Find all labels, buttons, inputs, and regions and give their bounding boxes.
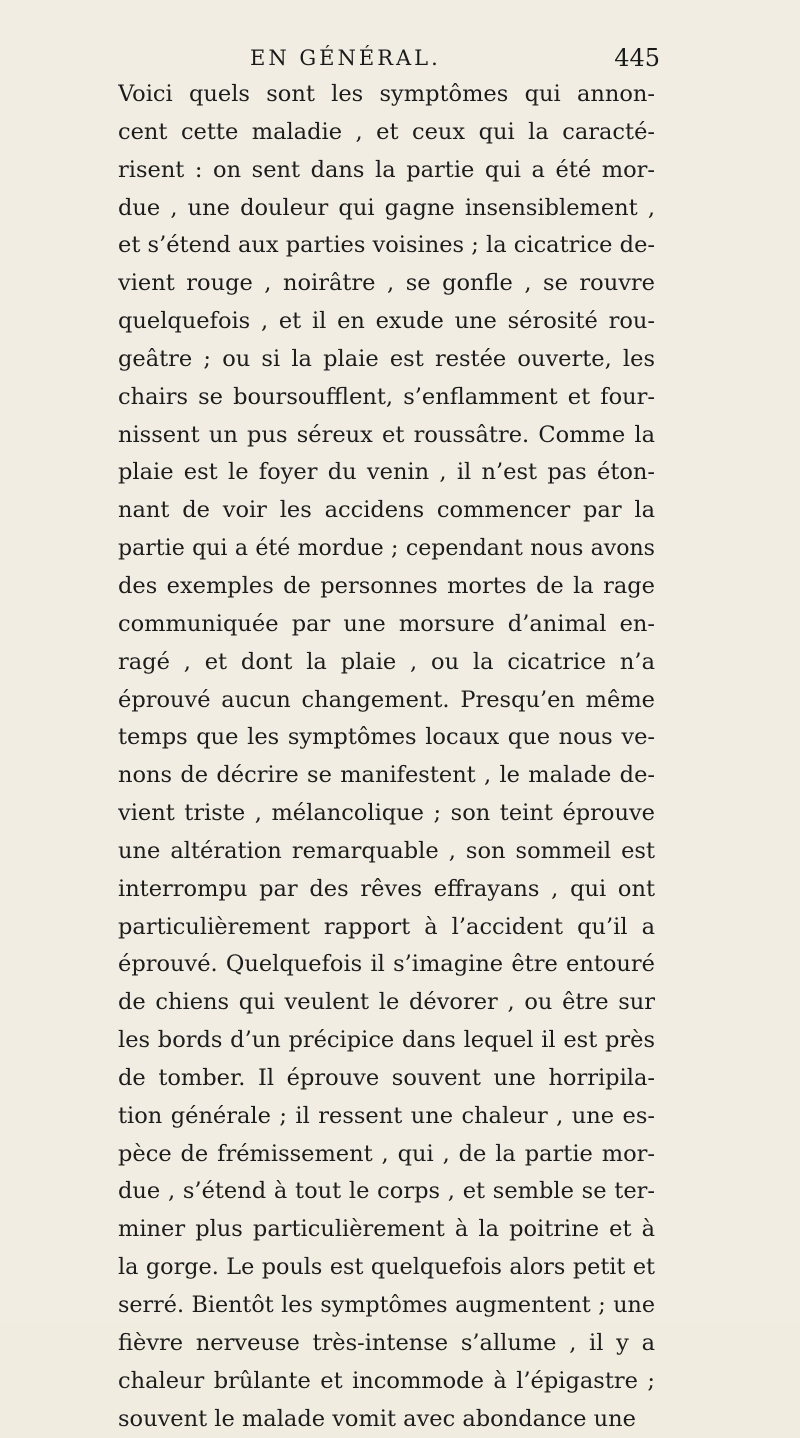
text-line: due , s’étend à tout le corps , et semble se ter- xyxy=(118,1178,655,1205)
text-line: partie qui a été mordue ; cependant nous avons xyxy=(118,536,655,562)
text-line: ragé , et dont la plaie , ou la cicatrice n’a xyxy=(118,648,655,675)
text-line: fièvre nerveuse très-intense s’allume , il y a xyxy=(118,1329,655,1356)
page-number: 445 xyxy=(614,44,660,72)
text-line: souvent le malade vomit avec abondance une xyxy=(118,1405,636,1432)
running-head: EN GÉNÉRAL. xyxy=(250,46,441,70)
text-line: pèce de frémissement , qui , de la partie mor- xyxy=(118,1140,655,1167)
text-line: vient triste , mélancolique ; son teint éprouve xyxy=(118,800,655,827)
text-line: plaie est le foyer du venin , il n’est pas éton- xyxy=(118,459,655,486)
text-line: les bords d’un précipice dans lequel il est près xyxy=(118,1027,655,1054)
text-line: risent : on sent dans la partie qui a été mor- xyxy=(118,156,655,183)
text-line: geâtre ; ou si la plaie est restée ouverte, les xyxy=(118,345,655,372)
text-line: miner plus particulièrement à la poitrine et à xyxy=(118,1216,655,1243)
body-text xyxy=(118,76,655,1438)
text-line: communiquée par une morsure d’animal en- xyxy=(118,610,655,637)
text-line: chairs se boursoufflent, s’enflamment et four- xyxy=(118,383,655,410)
text-line: éprouvé aucun changement. Presqu’en même xyxy=(118,686,655,713)
text-line: éprouvé. Quelquefois il s’imagine être entouré xyxy=(118,951,655,978)
text-line: nons de décrire se manifestent , le malade de- xyxy=(118,762,655,789)
text-line: tion générale ; il ressent une chaleur , une es- xyxy=(118,1102,655,1129)
page-header xyxy=(250,38,660,78)
text-line: une altération remarquable , son sommeil est xyxy=(118,837,655,864)
text-line: de chiens qui veulent le dévorer , ou être sur xyxy=(118,989,655,1016)
text-line: nissent un pus séreux et roussâtre. Comme la xyxy=(118,421,655,448)
text-line: interrompu par des rêves effrayans , qui ont xyxy=(118,875,655,902)
text-line: Voici quels sont les symptômes qui annon- xyxy=(118,81,655,107)
text-line: particulièrement rapport à l’accident qu’il a xyxy=(118,913,655,940)
text-line: chaleur brûlante et incommode à l’épigastre ; xyxy=(118,1367,655,1394)
text-line: de tomber. Il éprouve souvent une horripila- xyxy=(118,1064,655,1091)
text-line: vient rouge , noirâtre , se gonfle , se rouvre xyxy=(118,270,655,297)
text-line: temps que les symptômes locaux que nous ve- xyxy=(118,724,655,751)
text-line: quelquefois , et il en exude une sérosité rou- xyxy=(118,308,655,335)
text-line: la gorge. Le pouls est quelquefois alors petit et xyxy=(118,1254,655,1281)
text-line: nant de voir les accidens commencer par la xyxy=(118,497,655,524)
text-line: des exemples de personnes mortes de la rage xyxy=(118,572,655,599)
text-line: serré. Bientôt les symptômes augmentent ; une xyxy=(118,1292,655,1318)
text-line: et s’étend aux parties voisines ; la cicatrice de- xyxy=(118,232,655,259)
text-line: cent cette maladie , et ceux qui la caracté- xyxy=(118,118,655,145)
text-line: due , une douleur qui gagne insensiblement , xyxy=(118,194,655,221)
